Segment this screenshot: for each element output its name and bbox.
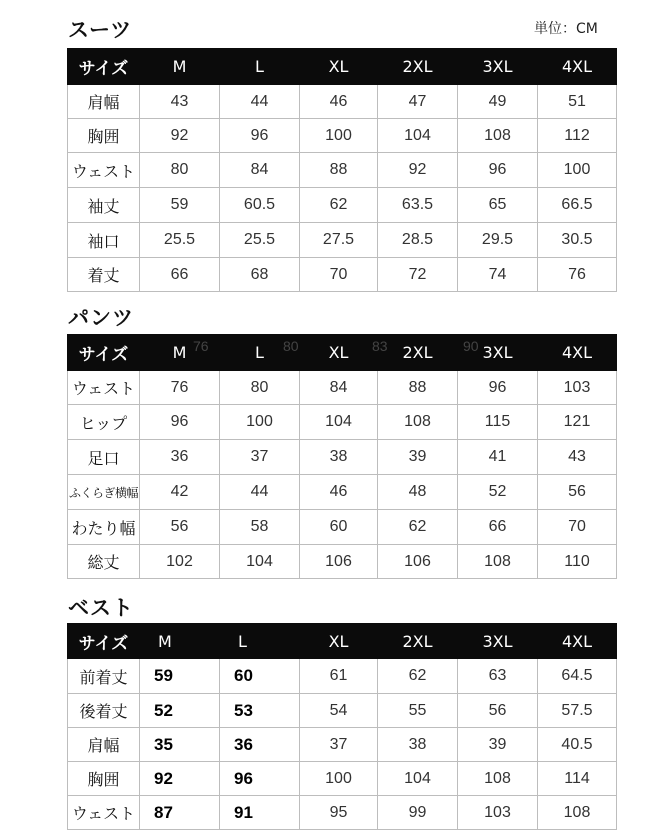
pants-size-table — [67, 334, 617, 579]
cell: 42 — [140, 475, 220, 510]
cell: 44 — [220, 85, 300, 119]
cell: 56 — [538, 475, 617, 510]
cell: 61 — [300, 659, 378, 694]
cell: 108 — [458, 119, 538, 153]
row-label: ウェスト — [68, 153, 140, 188]
cell: 29.5 — [458, 223, 538, 258]
suits-title: スーツ — [68, 18, 133, 42]
cell: 112 — [538, 119, 617, 153]
header-4xl: 4XL — [538, 49, 617, 85]
cell: 64.5 — [538, 659, 617, 694]
table-row — [68, 694, 617, 728]
cell: 100 — [300, 119, 378, 153]
table-row — [68, 223, 617, 258]
cell: 59 — [140, 659, 220, 694]
cell: 91 — [220, 796, 300, 830]
cell: 37 — [220, 440, 300, 475]
header-2xl: 2XL — [378, 624, 458, 659]
cell: 96 — [458, 371, 538, 405]
table-row — [68, 510, 617, 545]
cell: 36 — [140, 440, 220, 475]
cell: 110 — [538, 545, 617, 579]
cell: 102 — [140, 545, 220, 579]
cell: 70 — [538, 510, 617, 545]
header-l: L — [220, 335, 300, 371]
cell: 106 — [378, 545, 458, 579]
table-row — [68, 762, 617, 796]
cell: 84 — [300, 371, 378, 405]
cell: 65 — [458, 188, 538, 223]
cell: 103 — [458, 796, 538, 830]
table-row — [68, 258, 617, 292]
header-size: サイズ — [68, 335, 140, 371]
table-row — [68, 796, 617, 830]
cell: 92 — [140, 762, 220, 796]
cell: 48 — [378, 475, 458, 510]
cell: 108 — [458, 545, 538, 579]
header-l: L — [220, 49, 300, 85]
cell: 66.5 — [538, 188, 617, 223]
vest-title: ベスト — [68, 596, 134, 620]
cell: 57.5 — [538, 694, 617, 728]
cell: 68 — [220, 258, 300, 292]
row-label: 胸囲 — [68, 119, 140, 153]
cell: 53 — [220, 694, 300, 728]
cell: 49 — [458, 85, 538, 119]
ghost-number: 80 — [283, 338, 299, 354]
cell: 95 — [300, 796, 378, 830]
cell: 62 — [378, 510, 458, 545]
cell: 60 — [220, 659, 300, 694]
table-row — [68, 405, 617, 440]
cell: 96 — [140, 405, 220, 440]
header-xl: XL — [300, 624, 378, 659]
cell: 74 — [458, 258, 538, 292]
row-label: 肩幅 — [68, 85, 140, 119]
table-row — [68, 371, 617, 405]
cell: 114 — [538, 762, 617, 796]
cell: 96 — [220, 119, 300, 153]
cell: 60 — [300, 510, 378, 545]
cell: 62 — [378, 659, 458, 694]
cell: 96 — [220, 762, 300, 796]
table-row — [68, 545, 617, 579]
vest-header-row — [68, 624, 617, 659]
cell: 39 — [378, 440, 458, 475]
cell: 37 — [300, 728, 378, 762]
cell: 38 — [300, 440, 378, 475]
cell: 66 — [140, 258, 220, 292]
header-m: M — [140, 49, 220, 85]
table-row — [68, 188, 617, 223]
cell: 25.5 — [140, 223, 220, 258]
row-label: 着丈 — [68, 258, 140, 292]
pants-header-ghost-numbers — [0, 338, 649, 354]
cell: 66 — [458, 510, 538, 545]
header-xl: XL — [300, 49, 378, 85]
cell: 59 — [140, 188, 220, 223]
row-label: わたり幅 — [68, 510, 140, 545]
header-xl: XL — [300, 335, 378, 371]
suits-size-table — [67, 48, 617, 292]
row-label: 前着丈 — [68, 659, 140, 694]
cell: 87 — [140, 796, 220, 830]
header-2xl: 2XL — [378, 49, 458, 85]
cell: 30.5 — [538, 223, 617, 258]
row-label: 後着丈 — [68, 694, 140, 728]
cell: 108 — [458, 762, 538, 796]
header-m: M — [140, 335, 220, 371]
header-2xl: 2XL — [378, 335, 458, 371]
cell: 80 — [140, 153, 220, 188]
cell: 84 — [220, 153, 300, 188]
cell: 36 — [220, 728, 300, 762]
header-m: M — [140, 624, 220, 659]
cell: 47 — [378, 85, 458, 119]
row-label: 肩幅 — [68, 728, 140, 762]
cell: 121 — [538, 405, 617, 440]
ghost-number: 76 — [193, 338, 209, 354]
cell: 27.5 — [300, 223, 378, 258]
cell: 100 — [220, 405, 300, 440]
cell: 100 — [538, 153, 617, 188]
cell: 104 — [300, 405, 378, 440]
cell: 106 — [300, 545, 378, 579]
cell: 51 — [538, 85, 617, 119]
cell: 39 — [458, 728, 538, 762]
cell: 44 — [220, 475, 300, 510]
table-row — [68, 475, 617, 510]
cell: 46 — [300, 475, 378, 510]
cell: 92 — [140, 119, 220, 153]
cell: 72 — [378, 258, 458, 292]
cell: 104 — [378, 119, 458, 153]
cell: 104 — [378, 762, 458, 796]
cell: 108 — [378, 405, 458, 440]
cell: 58 — [220, 510, 300, 545]
header-4xl: 4XL — [538, 624, 617, 659]
cell: 104 — [220, 545, 300, 579]
cell: 76 — [538, 258, 617, 292]
row-label: 足口 — [68, 440, 140, 475]
cell: 38 — [378, 728, 458, 762]
header-l: L — [220, 624, 300, 659]
row-label: 袖丈 — [68, 188, 140, 223]
cell: 25.5 — [220, 223, 300, 258]
cell: 46 — [300, 85, 378, 119]
vest-size-table — [67, 623, 617, 830]
cell: 43 — [140, 85, 220, 119]
cell: 52 — [140, 694, 220, 728]
cell: 100 — [300, 762, 378, 796]
cell: 92 — [378, 153, 458, 188]
table-row — [68, 728, 617, 762]
header-size: サイズ — [68, 624, 140, 659]
table-row — [68, 659, 617, 694]
header-4xl: 4XL — [538, 335, 617, 371]
cell: 28.5 — [378, 223, 458, 258]
row-label: ふくらぎ横幅 — [68, 475, 140, 510]
header-size: サイズ — [68, 49, 140, 85]
cell: 80 — [220, 371, 300, 405]
row-label: ウェスト — [68, 371, 140, 405]
table-row — [68, 440, 617, 475]
table-row — [68, 153, 617, 188]
cell: 56 — [458, 694, 538, 728]
cell: 103 — [538, 371, 617, 405]
row-label: ウェスト — [68, 796, 140, 830]
cell: 62 — [300, 188, 378, 223]
cell: 35 — [140, 728, 220, 762]
cell: 56 — [140, 510, 220, 545]
cell: 43 — [538, 440, 617, 475]
table-row — [68, 85, 617, 119]
row-label: ヒップ — [68, 405, 140, 440]
cell: 108 — [538, 796, 617, 830]
header-3xl: 3XL — [458, 624, 538, 659]
cell: 99 — [378, 796, 458, 830]
cell: 96 — [458, 153, 538, 188]
row-label: 胸囲 — [68, 762, 140, 796]
cell: 55 — [378, 694, 458, 728]
cell: 40.5 — [538, 728, 617, 762]
cell: 54 — [300, 694, 378, 728]
cell: 115 — [458, 405, 538, 440]
ghost-number: 83 — [372, 338, 388, 354]
table-row — [68, 119, 617, 153]
header-3xl: 3XL — [458, 49, 538, 85]
row-label: 総丈 — [68, 545, 140, 579]
row-label: 袖口 — [68, 223, 140, 258]
cell: 63.5 — [378, 188, 458, 223]
cell: 88 — [300, 153, 378, 188]
cell: 52 — [458, 475, 538, 510]
cell: 60.5 — [220, 188, 300, 223]
unit-label: 単位：CM — [534, 21, 598, 37]
header-3xl: 3XL — [458, 335, 538, 371]
cell: 88 — [378, 371, 458, 405]
cell: 76 — [140, 371, 220, 405]
cell: 63 — [458, 659, 538, 694]
ghost-number: 90 — [463, 338, 479, 354]
pants-title: パンツ — [68, 306, 134, 330]
cell: 70 — [300, 258, 378, 292]
suits-header-row — [68, 49, 617, 85]
cell: 41 — [458, 440, 538, 475]
